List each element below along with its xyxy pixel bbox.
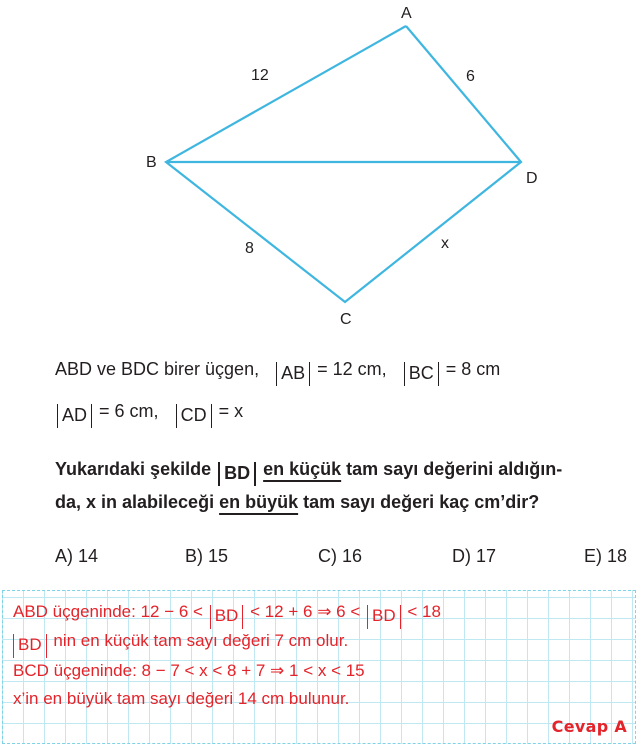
solution-abs-bd-3: BD	[13, 634, 47, 658]
choice-b[interactable]: B) 15	[185, 546, 229, 566]
vertex-d-label: D	[526, 170, 538, 187]
given-line-2	[55, 400, 243, 428]
question-part-6: tam sayı değeri kaç cm’dir?	[303, 492, 540, 512]
solution-line-1-b: < 12 + 6 ⇒ 6 <	[250, 602, 361, 621]
question-part-3: tam sayı değerini aldığın-	[346, 459, 563, 479]
given-line-1	[55, 358, 500, 386]
answer-choices	[0, 546, 642, 570]
abs-ad: AD	[57, 404, 92, 428]
vertex-b-label: B	[146, 154, 157, 171]
ab-value: = 12 cm,	[317, 359, 387, 379]
abs-bc: BC	[404, 362, 439, 386]
quadrilateral-figure	[0, 0, 642, 340]
solution-line-3: BCD üçgeninde: 8 − 7 < x < 8 + 7 ⇒ 1 < x < 15	[13, 661, 365, 680]
solution-box	[2, 590, 636, 744]
solution-abs-bd-1: BD	[210, 605, 244, 629]
bc-value: = 8 cm	[445, 359, 501, 379]
solution-line-1-a: ABD üçgeninde: 12 − 6 <	[13, 602, 203, 621]
question-line-1	[55, 453, 637, 486]
cd-value: = x	[218, 401, 244, 421]
question-text	[55, 453, 637, 518]
side-ad-label: 6	[466, 68, 475, 85]
question-part-1: Yukarıdaki şekilde	[55, 459, 212, 479]
choice-d[interactable]: D) 17	[452, 546, 497, 566]
choice-e[interactable]: E) 18	[584, 546, 628, 566]
solution-line-2	[13, 630, 348, 658]
ad-value: = 6 cm,	[99, 401, 159, 421]
vertex-c-label: C	[340, 311, 352, 328]
solution-line-1	[13, 601, 441, 629]
figure-svg	[0, 0, 642, 340]
solution-line-4: x’in en büyük tam sayı değeri 14 cm bulunur.	[13, 689, 350, 708]
underlined-en-kucuk: en küçük	[263, 459, 342, 479]
side-cd-label: x	[441, 235, 449, 252]
choice-a[interactable]: A) 14	[55, 546, 99, 566]
abs-bd: BD	[218, 462, 256, 486]
choice-c[interactable]: C) 16	[318, 546, 363, 566]
answer-label: Cevap A	[551, 717, 627, 736]
question-part-4: da, x in alabileceği	[55, 492, 215, 512]
vertex-a-label: A	[401, 5, 412, 22]
abs-cd: CD	[176, 404, 212, 428]
abs-ab: AB	[276, 362, 310, 386]
side-bc-label: 8	[245, 240, 254, 257]
solution-abs-bd-2: BD	[367, 605, 401, 629]
given-intro: ABD ve BDC birer üçgen,	[55, 359, 260, 379]
solution-line-1-c: < 18	[407, 602, 441, 621]
question-line-2	[55, 486, 637, 518]
side-ab-label: 12	[251, 67, 269, 84]
underlined-en-buyuk: en büyük	[219, 492, 299, 512]
solution-line-2-text: nin en küçük tam sayı değeri 7 cm olur.	[53, 631, 349, 650]
